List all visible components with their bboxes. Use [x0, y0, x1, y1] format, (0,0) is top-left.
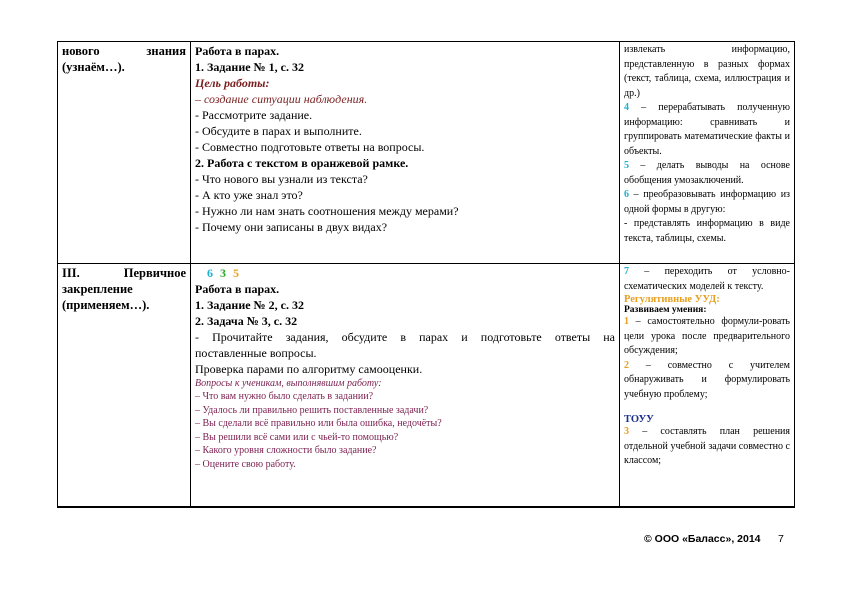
- skill-text: – перерабатывать полученную информацию: сравнивать и группировать математические факты и объекты.: [624, 102, 790, 157]
- skill-sub: - представлять информацию в виде текста, таблицы, схемы.: [624, 218, 790, 244]
- skill-item: [624, 359, 790, 403]
- work-title: Работа в парах.: [195, 282, 280, 296]
- skills-cell: [620, 264, 795, 507]
- skill-number: 1: [624, 316, 629, 327]
- instruction-item: - Рассмотрите задание.: [195, 108, 313, 122]
- skill-item: [624, 315, 790, 359]
- touu-title: ТОУУ: [624, 414, 654, 425]
- question-item: - А кто уже знал это?: [195, 188, 303, 202]
- develop-label: Развиваем умения:: [624, 305, 707, 315]
- skill-text: – делать выводы на основе обобщения умозаключений.: [624, 160, 790, 186]
- instruction-line: - Прочитайте задания, обсудите в парах и подготовьте ответы на: [195, 330, 615, 344]
- question-item: - Нужно ли нам знать соотношения между мерами?: [195, 204, 459, 218]
- skill-number: 6: [207, 266, 213, 280]
- skill-text: – самостоятельно формули-ровать цели урока после предварительного обсуждения;: [624, 316, 790, 356]
- activity-cell: [191, 42, 620, 264]
- activity-cell: [191, 264, 620, 507]
- question-item: – Удалось ли правильно решить поставленные задачи?: [195, 404, 429, 416]
- table-row: [58, 264, 795, 507]
- goal-text: – создание ситуации наблюдения.: [195, 92, 368, 106]
- skill-item: [624, 159, 790, 188]
- skill-text: – преобразовывать информацию из одной формы в другую:: [624, 189, 790, 215]
- stage-title-line: (применяем…).: [62, 298, 150, 312]
- task-heading: 1. Задание № 2, с. 32: [195, 298, 304, 312]
- copyright: © ООО «Баласс», 2014: [644, 533, 761, 545]
- skill-number: 3: [624, 426, 629, 437]
- skill-number: 3: [220, 266, 226, 280]
- instruction-item: - Совместно подготовьте ответы на вопросы.: [195, 140, 425, 154]
- instruction-item: - Обсудите в парах и выполните.: [195, 124, 362, 138]
- question-item: – Оцените свою работу.: [195, 458, 296, 470]
- questions-title: Вопросы к ученикам, выполнявшим работу:: [195, 378, 382, 389]
- question-item: – Вы решили всё сами или с чьей-то помощью?: [195, 431, 399, 443]
- skill-text: – совместно с учителем обнаруживать и формулировать учебную проблему;: [624, 359, 790, 400]
- table-row: [58, 42, 795, 264]
- skill-item: [624, 265, 790, 294]
- question-item: – Что вам нужно было сделать в задании?: [195, 391, 374, 402]
- task-heading: 2. Задача № 3, с. 32: [195, 314, 298, 328]
- skill-number: 5: [624, 160, 629, 171]
- lesson-plan-table: [57, 41, 795, 508]
- skill-number: 5: [233, 266, 239, 280]
- skill-number: 6: [624, 189, 629, 200]
- question-item: - Почему они записаны в двух видах?: [195, 220, 388, 234]
- instruction-line: поставленные вопросы.: [195, 346, 317, 360]
- stage-cell: [58, 42, 191, 264]
- skill-number: 2: [624, 359, 629, 371]
- question-item: – Вы сделали всё правильно или была ошибка, недочёты?: [195, 418, 442, 429]
- goal-label: Цель работы:: [195, 76, 270, 90]
- skill-text: [624, 43, 790, 101]
- stage-title-line: III. Первичное: [62, 266, 186, 280]
- stage-title-line: нового знания: [62, 44, 186, 58]
- skill-item: [624, 188, 790, 217]
- task-heading: 2. Работа с текстом в оранжевой рамке.: [195, 156, 409, 170]
- regulative-title: Регулятивные УУД:: [624, 294, 720, 305]
- check-line: Проверка парами по алгоритму самооценки.: [195, 362, 423, 376]
- stage-title-line: (узнаём…).: [62, 60, 125, 74]
- work-title: Работа в парах.: [195, 44, 280, 58]
- skills-cell: [620, 42, 795, 264]
- question-item: - Что нового вы узнали из текста?: [195, 172, 368, 186]
- skill-numbers: [195, 265, 615, 281]
- skill-text: извлекать информацию, представленную в разных формах (текст, таблица, схема, иллюстрация и др.): [624, 44, 790, 99]
- stage-cell: [58, 264, 191, 507]
- skill-text: – составлять план решения отдельной учебной задачи совместно с классом;: [624, 426, 790, 466]
- stage-title-line: закрепление: [62, 282, 133, 296]
- skill-item: [624, 425, 790, 469]
- skill-item: [624, 101, 790, 159]
- question-item: – Какого уровня сложности было задание?: [195, 445, 377, 456]
- skill-number: 7: [624, 266, 629, 277]
- task-heading: 1. Задание № 1, с. 32: [195, 60, 304, 74]
- skill-text: – переходить от условно-схематических моделей к тексту.: [624, 266, 790, 292]
- skill-number: 4: [624, 102, 629, 113]
- page-number: 7: [778, 533, 784, 545]
